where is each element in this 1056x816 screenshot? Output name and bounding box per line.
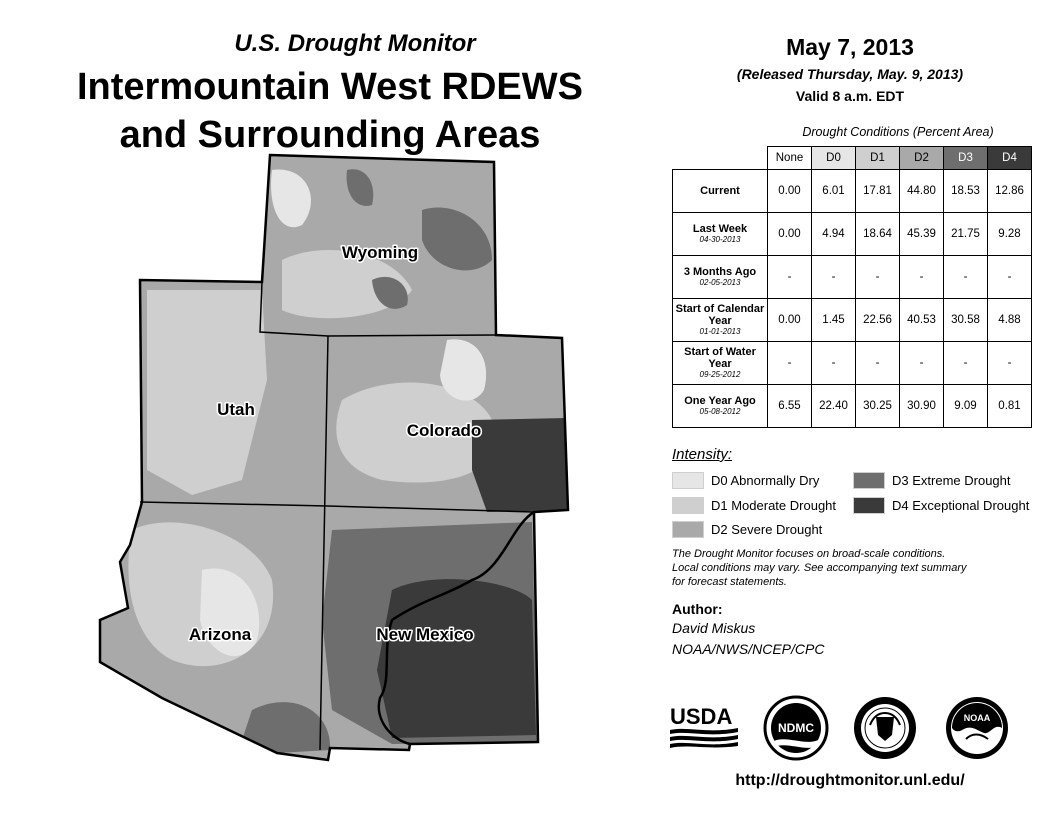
column-header: D4: [988, 147, 1032, 170]
table-row: [673, 170, 1032, 213]
table-cell: 0.00: [768, 299, 812, 342]
table-cell: 30.25: [856, 385, 900, 428]
legend-swatch: [672, 521, 704, 538]
row-header: [673, 385, 768, 428]
table-header-row: [673, 147, 1032, 170]
row-header: [673, 170, 768, 213]
row-header: [673, 213, 768, 256]
table-cell: -: [856, 342, 900, 385]
table-cell: 18.64: [856, 213, 900, 256]
legend-title: Intensity:: [672, 446, 733, 463]
table-cell: 0.00: [768, 213, 812, 256]
drought-map: [92, 150, 582, 790]
table-cell: 0.81: [988, 385, 1032, 428]
table-cell: 30.90: [900, 385, 944, 428]
row-date: 05-08-2012: [699, 407, 741, 416]
row-date: 04-30-2013: [699, 235, 741, 244]
row-label: Start of Calendar Year: [675, 303, 765, 327]
table-caption: Drought Conditions (Percent Area): [802, 125, 994, 139]
table-cell: 9.28: [988, 213, 1032, 256]
table-row: [673, 342, 1032, 385]
table-cell: 1.45: [812, 299, 856, 342]
map-title-line1: Intermountain West RDEWS: [77, 66, 583, 108]
table-cell: 6.55: [768, 385, 812, 428]
table-cell: 30.58: [944, 299, 988, 342]
noaa-logo: [944, 695, 1010, 761]
drought-conditions-table: [672, 146, 1032, 428]
legend-item-d0: [672, 472, 819, 489]
drought-shading: [92, 150, 582, 790]
row-header: [673, 299, 768, 342]
state-label-utah: Utah: [217, 400, 255, 419]
noaa-logo-text: NOAA: [963, 713, 991, 723]
row-label: One Year Ago: [684, 395, 756, 407]
table-row: [673, 256, 1032, 299]
column-header: D1: [856, 147, 900, 170]
legend-label: D1 Moderate Drought: [711, 498, 837, 513]
legend-label: D2 Severe Drought: [711, 522, 823, 537]
legend-label: D4 Exceptional Drought: [892, 498, 1030, 513]
row-date: 02-05-2013: [699, 278, 741, 287]
row-date: 01-01-2013: [699, 327, 741, 336]
ndmc-logo-text: NDMC: [778, 721, 814, 735]
table-cell: -: [900, 256, 944, 299]
legend-swatch: [672, 497, 704, 514]
disclaimer-note: [672, 547, 1022, 589]
row-date: 09-25-2012: [699, 370, 741, 379]
map-title-line2: and Surrounding Areas: [119, 114, 541, 156]
report-date: May 7, 2013: [786, 34, 914, 60]
legend-swatch: [672, 472, 704, 489]
legend-item-d3: [853, 472, 1011, 489]
table-cell: -: [900, 342, 944, 385]
website-link[interactable]: http://droughtmonitor.unl.edu/: [735, 772, 965, 789]
note-line: The Drought Monitor focuses on broad-scale conditions.: [672, 548, 946, 560]
table-cell: 6.01: [812, 170, 856, 213]
column-header: D3: [944, 147, 988, 170]
row-label: Current: [700, 185, 740, 197]
usda-logo: [668, 700, 740, 750]
release-date: (Released Thursday, May. 9, 2013): [736, 66, 964, 82]
state-label-new-mexico: New Mexico: [376, 625, 474, 644]
table-cell: -: [988, 256, 1032, 299]
row-label: Start of Water Year: [684, 346, 756, 370]
legend-item-d2: [672, 521, 822, 538]
table-cell: -: [812, 342, 856, 385]
table-cell: 44.80: [900, 170, 944, 213]
d4-area-newmexico: [377, 579, 536, 738]
note-line: Local conditions may vary. See accompanying text summary: [672, 562, 967, 574]
note-line: for forecast statements.: [672, 576, 787, 588]
legend-swatch: [853, 472, 885, 489]
table-cell: 12.86: [988, 170, 1032, 213]
table-cell: -: [812, 256, 856, 299]
column-header: D2: [900, 147, 944, 170]
state-label-arizona: Arizona: [188, 625, 252, 644]
legend-item-d1: [672, 497, 836, 514]
table-cell: -: [988, 342, 1032, 385]
table-cell: 17.81: [856, 170, 900, 213]
table-cell: 18.53: [944, 170, 988, 213]
legend-label: D0 Abnormally Dry: [711, 473, 820, 488]
d4-area-colorado: [472, 418, 568, 512]
legend-swatch: [853, 497, 885, 514]
dept-of-commerce-seal: [852, 695, 918, 761]
column-header: D0: [812, 147, 856, 170]
table-cell: -: [944, 256, 988, 299]
row-header: [673, 256, 768, 299]
valid-time: Valid 8 a.m. EDT: [795, 88, 905, 104]
author-label: Author:: [672, 601, 723, 617]
table-cell: 45.39: [900, 213, 944, 256]
table-cell: 9.09: [944, 385, 988, 428]
table-cell: -: [768, 342, 812, 385]
column-header: None: [768, 147, 812, 170]
row-label: Last Week: [692, 223, 748, 235]
table-cell: -: [856, 256, 900, 299]
map-subtitle: U.S. Drought Monitor: [234, 30, 476, 57]
state-label-colorado: Colorado: [406, 421, 482, 440]
table-row: [673, 385, 1032, 428]
row-label: 3 Months Ago: [683, 266, 757, 278]
usda-logo-text: USDA: [670, 704, 733, 729]
author-name: David Miskus: [672, 620, 756, 636]
table-cell: -: [944, 342, 988, 385]
table-row: [673, 213, 1032, 256]
legend-item-d4: [853, 497, 1029, 514]
ndmc-logo: [762, 695, 830, 761]
table-cell: 22.40: [812, 385, 856, 428]
table-cell: 21.75: [944, 213, 988, 256]
table-row: [673, 299, 1032, 342]
legend-label: D3 Extreme Drought: [892, 473, 1011, 488]
state-label-wyoming: Wyoming: [341, 243, 419, 262]
table-corner: [673, 147, 768, 170]
table-cell: -: [768, 256, 812, 299]
table-cell: 4.88: [988, 299, 1032, 342]
table-cell: 22.56: [856, 299, 900, 342]
table-cell: 4.94: [812, 213, 856, 256]
table-cell: 40.53: [900, 299, 944, 342]
author-org: NOAA/NWS/NCEP/CPC: [672, 641, 825, 657]
row-header: [673, 342, 768, 385]
table-cell: 0.00: [768, 170, 812, 213]
